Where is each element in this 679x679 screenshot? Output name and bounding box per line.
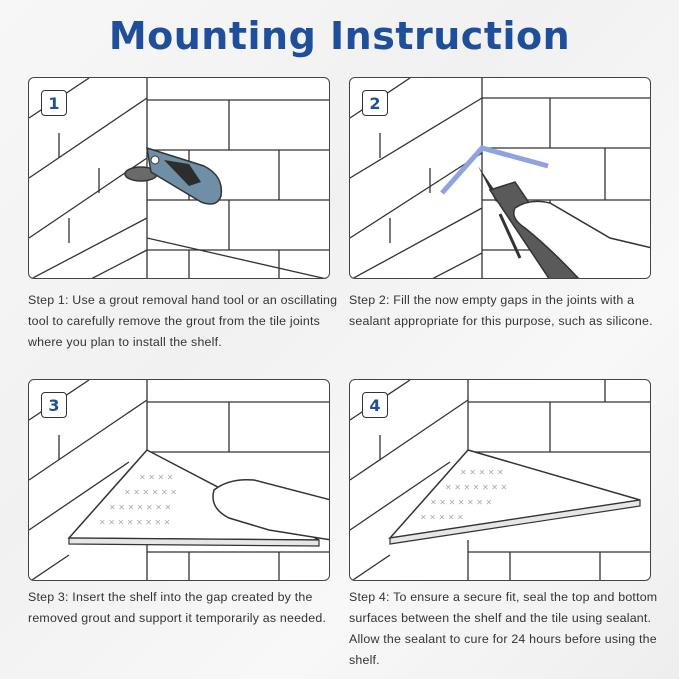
tile-corner-drawing <box>29 78 330 279</box>
step-4-illustration <box>349 379 651 581</box>
oscillating-tool-icon <box>125 148 221 204</box>
step-2-illustration <box>349 77 651 279</box>
svg-text:✕ ✕ ✕ ✕ ✕ ✕ ✕: ✕ ✕ ✕ ✕ ✕ ✕ ✕ <box>109 503 172 512</box>
step-2-text: Step 2: Fill the now empty gaps in the joints with a sealant appropriate for this purpose, such as silicone. <box>349 293 653 328</box>
step-1-text: Step 1: Use a grout removal hand tool or an oscillating tool to carefully remove the grout from the tile joints where you plan to install the shelf. <box>28 293 338 349</box>
step-3-text: Step 3: Insert the shelf into the gap created by the removed grout and support it temporarily as needed. <box>28 590 327 625</box>
step-3-illustration <box>28 379 330 581</box>
sealant-line <box>442 148 548 193</box>
step-4-text: Step 4: To ensure a secure fit, seal the top and bottom surfaces between the shelf and the tile using sealant. Allow the sealant to cure for 24 hours before using the shelf. <box>349 590 658 667</box>
step-3-badge: 3 <box>41 392 67 418</box>
corner-shelf-icon <box>390 450 640 544</box>
step-1-illustration <box>28 77 330 279</box>
step-1-badge: 1 <box>41 90 67 116</box>
step-4-badge: 4 <box>362 392 388 418</box>
step-2-badge: 2 <box>362 90 388 116</box>
svg-text:✕ ✕ ✕ ✕: ✕ ✕ ✕ ✕ <box>139 473 174 482</box>
svg-text:✕ ✕ ✕ ✕ ✕ ✕: ✕ ✕ ✕ ✕ ✕ ✕ <box>124 488 177 497</box>
svg-text:✕ ✕ ✕ ✕ ✕: ✕ ✕ ✕ ✕ ✕ <box>460 468 504 477</box>
tile-corner-drawing <box>350 78 651 279</box>
svg-text:✕ ✕ ✕ ✕ ✕ ✕ ✕: ✕ ✕ ✕ ✕ ✕ ✕ ✕ <box>430 498 493 507</box>
tile-corner-drawing <box>350 380 651 581</box>
svg-text:✕ ✕ ✕ ✕ ✕: ✕ ✕ ✕ ✕ ✕ <box>420 513 464 522</box>
tile-corner-drawing <box>29 380 330 581</box>
svg-text:✕ ✕ ✕ ✕ ✕ ✕ ✕: ✕ ✕ ✕ ✕ ✕ ✕ ✕ <box>445 483 508 492</box>
page-title: Mounting Instruction <box>108 14 571 58</box>
svg-text:✕ ✕ ✕ ✕ ✕ ✕ ✕ ✕: ✕ ✕ ✕ ✕ ✕ ✕ ✕ ✕ <box>99 518 171 527</box>
